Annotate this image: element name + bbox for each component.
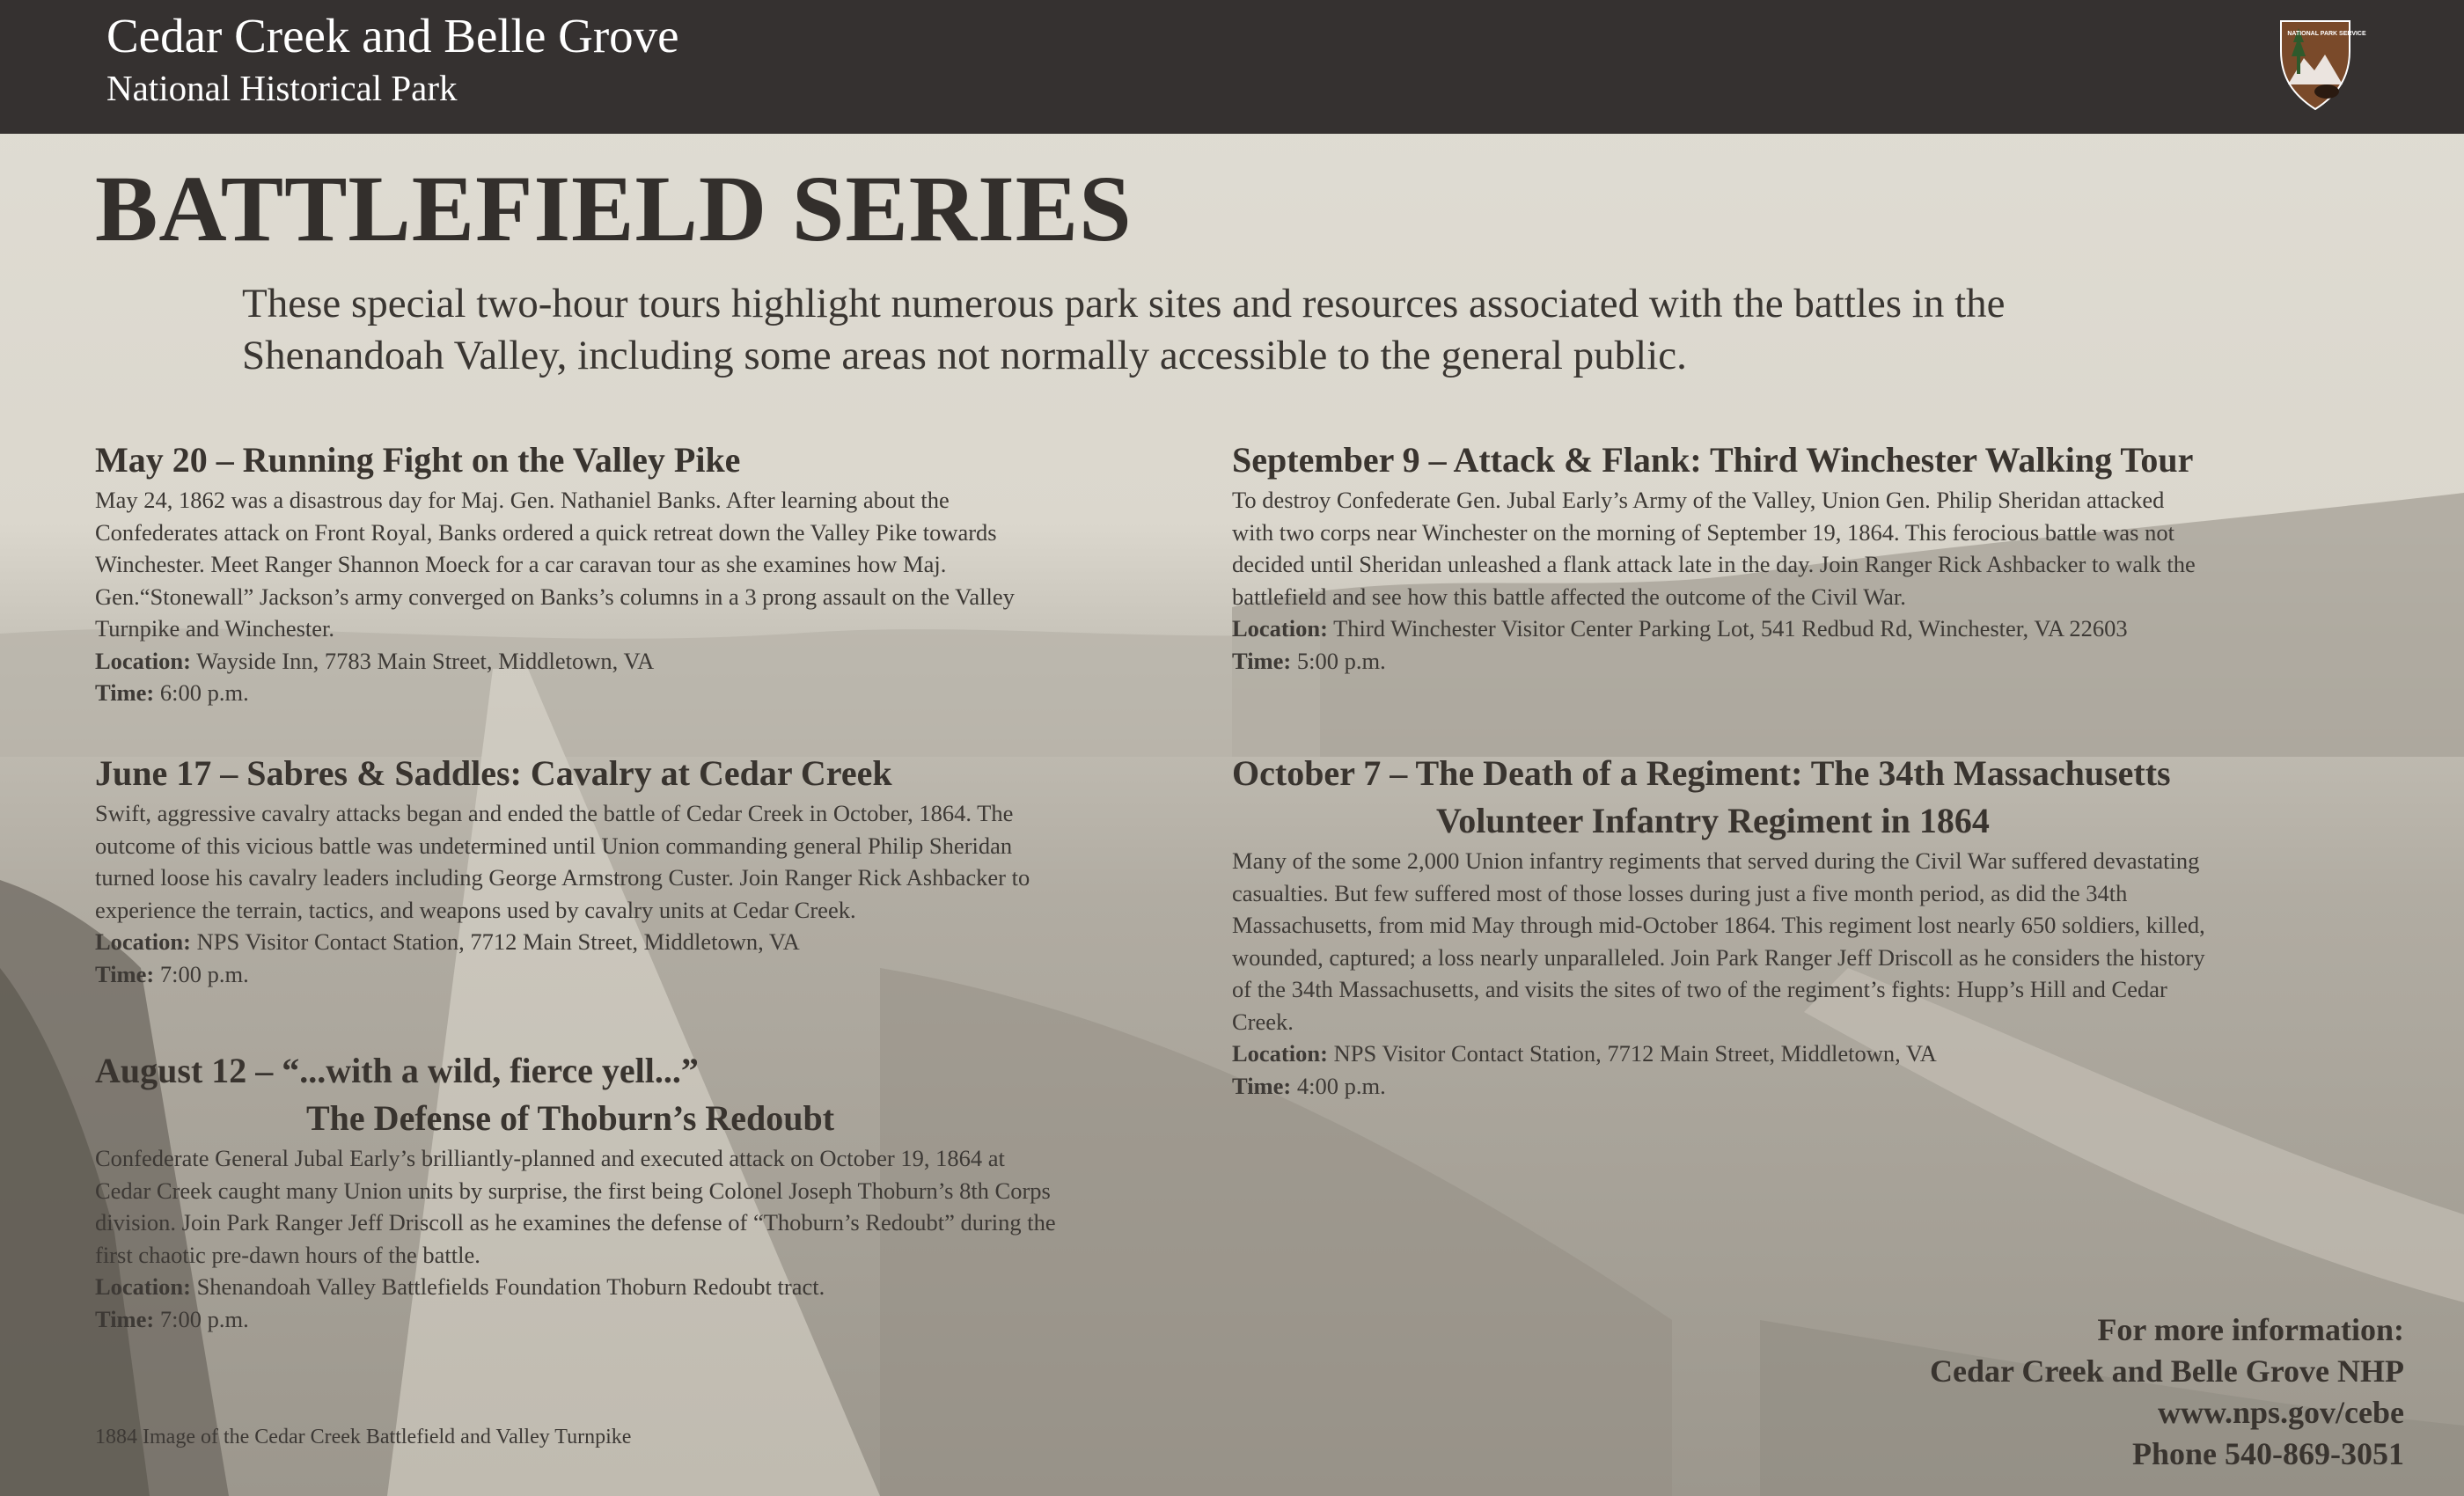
description-line: Swift, aggressive cavalry attacks began and ended the battle of Cedar Creek in October, 1864. The (95, 800, 1014, 826)
more-info-block (1930, 1309, 2404, 1475)
event-subtitle: The Defense of Thoburn’s Redoubt (306, 1098, 835, 1138)
event-description (1232, 484, 2411, 677)
page-title: BATTLEFIELD SERIES (95, 158, 1133, 261)
event-time (95, 958, 1213, 991)
description-line: May 24, 1862 was a disastrous day for Maj. Gen. Nathaniel Banks. After learning about the (95, 487, 950, 513)
description-line: decided until Sheridan unleashed a flank attack late in the day. Join Ranger Rick Ashbacker to walk the (1232, 551, 2196, 577)
event-location (95, 926, 1213, 958)
event-june-17 (95, 750, 1213, 990)
location-label: Location: (95, 647, 191, 674)
description-line: Turnpike and Winchester. (95, 615, 335, 642)
time-label: Time: (95, 1305, 155, 1332)
event-time (1232, 645, 2411, 678)
info-phone: Phone 540-869-3051 (2132, 1436, 2404, 1471)
intro-line: Shenandoah Valley, including some areas not normally accessible to the general public. (242, 333, 1687, 378)
location-label: Location: (95, 1273, 191, 1300)
event-title: August 12 – “...with a wild, fierce yell...” (95, 1051, 699, 1090)
event-title: May 20 – Running Fight on the Valley Pike (95, 440, 741, 480)
event-september-9 (1232, 436, 2411, 677)
time-label: Time: (95, 960, 155, 987)
description-line: Many of the some 2,000 Union infantry regiments that served during the Civil War suffered devastating (1232, 847, 2200, 874)
description-line: division. Join Park Ranger Jeff Driscoll as he examines the defense of “Thoburn’s Redoubt” during the (95, 1209, 1056, 1236)
time-label: Time: (1232, 1072, 1292, 1099)
description-line: battlefield and see how this battle affected the outcome of the Civil War. (1232, 583, 1906, 610)
event-location (1232, 612, 2411, 645)
time-value: 7:00 p.m. (154, 960, 249, 987)
nps-arrowhead-logo-icon (2276, 16, 2366, 113)
time-label: Time: (95, 679, 155, 706)
description-line: Confederates attack on Front Royal, Banks ordered a quick retreat down the Valley Pike towards (95, 518, 997, 546)
info-park-name: Cedar Creek and Belle Grove NHP (1930, 1353, 2404, 1389)
description-line: wounded, captured; a loss nearly unparalleled. Join Park Ranger Jeff Driscoll as he considers the history (1232, 943, 2205, 971)
photo-caption: 1884 Image of the Cedar Creek Battlefield and Valley Turnpike (95, 1426, 632, 1448)
location-label: Location: (1232, 615, 1328, 642)
time-value: 6:00 p.m. (154, 679, 249, 706)
event-subtitle: Volunteer Infantry Regiment in 1864 (1436, 801, 1990, 840)
location-label: Location: (1232, 1040, 1328, 1067)
event-time (95, 677, 1213, 709)
intro-text (242, 278, 2266, 382)
location-value: NPS Visitor Contact Station, 7712 Main Street, Middletown, VA (190, 928, 800, 955)
description-line: Gen.“Stonewall” Jackson’s army converged on Banks’s columns in a 3 prong assault on the Valley (95, 583, 1015, 610)
park-name: Cedar Creek and Belle Grove (106, 9, 679, 62)
location-label: Location: (95, 928, 191, 955)
event-description (95, 797, 1213, 990)
time-value: 7:00 p.m. (154, 1305, 249, 1332)
description-line: turned loose his cavalry leaders including George Armstrong Custer. Join Ranger Rick Ashbacker to (95, 864, 1030, 891)
time-value: 4:00 p.m. (1291, 1072, 1386, 1099)
description-line: outcome of this vicious battle was undetermined until Union commanding general Philip Sheridan (95, 832, 1013, 859)
header-bar (0, 0, 2464, 134)
info-website: www.nps.gov/cebe (2157, 1395, 2404, 1430)
location-value: NPS Visitor Contact Station, 7712 Main Street, Middletown, VA (1327, 1040, 1937, 1067)
location-value: Third Winchester Visitor Center Parking Lot, 541 Redbud Rd, Winchester, VA 22603 (1327, 615, 2128, 642)
location-value: Shenandoah Valley Battlefields Foundation Thoburn Redoubt tract. (190, 1273, 825, 1300)
description-line: casualties. But few suffered most of those losses during just a five month period, as did the 34th (1232, 879, 2128, 906)
intro-line: These special two-hour tours highlight numerous park sites and resources associated with the battles in the (242, 281, 2006, 326)
event-may-20 (95, 436, 1213, 709)
event-description (1232, 845, 2411, 1102)
event-title: October 7 – The Death of a Regiment: The 34th Massachusetts (1232, 753, 2171, 793)
description-line: first chaotic pre-dawn hours of the battle. (95, 1241, 480, 1268)
description-line: To destroy Confederate Gen. Jubal Early’s Army of the Valley, Union Gen. Philip Sheridan attacked (1232, 487, 2165, 513)
event-time (1232, 1070, 2411, 1103)
event-location (95, 1271, 1230, 1303)
description-line: Confederate General Jubal Early’s brilliantly-planned and executed attack on October 19, 1864 at (95, 1145, 1005, 1171)
time-value: 5:00 p.m. (1291, 647, 1386, 674)
event-august-12 (95, 1047, 1230, 1335)
event-description (95, 484, 1213, 709)
event-description (95, 1142, 1230, 1335)
description-line: of the 34th Massachusetts, and visits the sites of two of the regiment’s fights: Hupp’s Hill and Cedar (1232, 976, 2167, 1002)
location-value: Wayside Inn, 7783 Main Street, Middletown, VA (190, 647, 655, 674)
description-line: Cedar Creek caught many Union units by surprise, the first being Colonel Joseph Thoburn’s 8th Corps (95, 1177, 1051, 1204)
description-line: with two corps near Winchester on the morning of September 19, 1864. This ferocious battle was not (1232, 518, 2174, 546)
event-location (95, 645, 1213, 678)
description-line: Winchester. Meet Ranger Shannon Moeck for a car caravan tour as she examines how Maj. (95, 551, 947, 577)
logo-text: NATIONAL PARK SERVICE (2287, 31, 2366, 37)
event-title: June 17 – Sabres & Saddles: Cavalry at Cedar Creek (95, 753, 892, 793)
park-subtitle: National Historical Park (106, 68, 458, 108)
description-line: experience the terrain, tactics, and weapons used by cavalry units at Cedar Creek. (95, 896, 856, 923)
event-october-7 (1232, 750, 2411, 1102)
event-location (1232, 1038, 2411, 1070)
event-title: September 9 – Attack & Flank: Third Winchester Walking Tour (1232, 440, 2194, 480)
event-time (95, 1303, 1230, 1336)
description-line: Creek. (1232, 1008, 1294, 1035)
description-line: Massachusetts, from mid May through mid-October 1864. This regiment lost nearly 650 soldiers, killed, (1232, 912, 2205, 938)
time-label: Time: (1232, 647, 1292, 674)
info-heading: For more information: (2097, 1312, 2404, 1347)
